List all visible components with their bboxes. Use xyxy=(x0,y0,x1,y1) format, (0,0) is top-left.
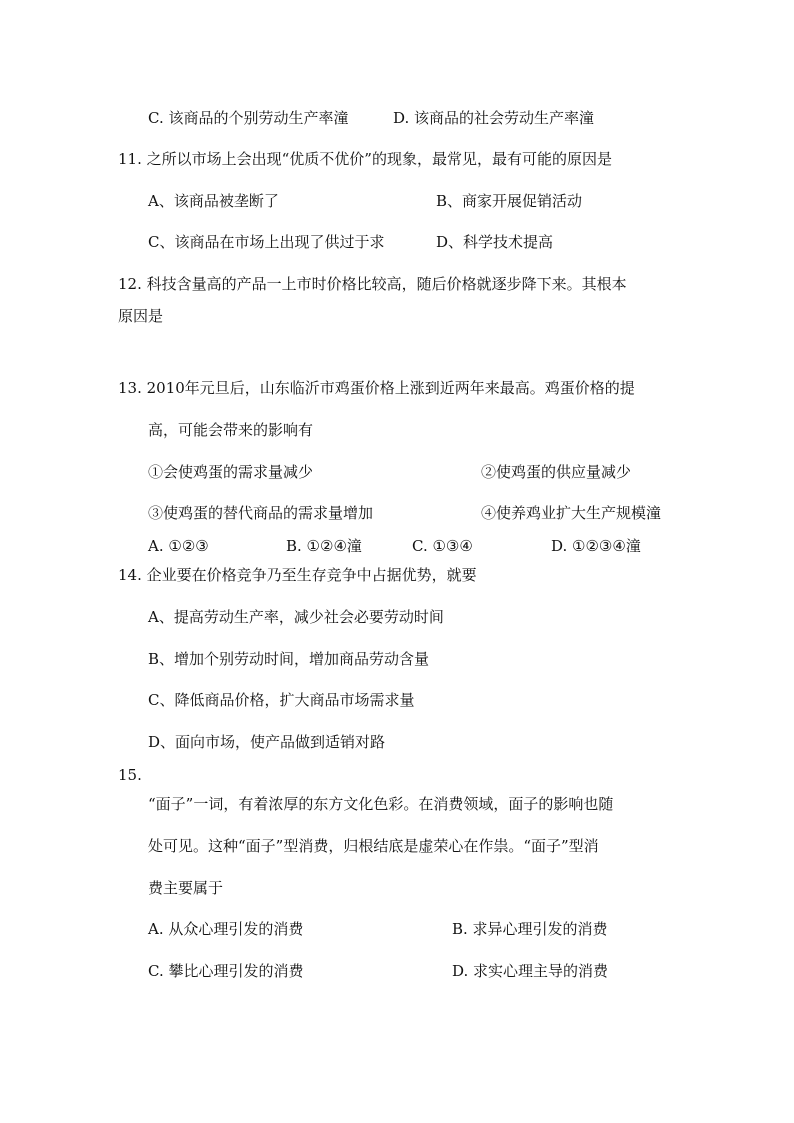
q14-option-b: B、增加个别劳动时间，增加商品劳动含量 xyxy=(148,650,430,668)
q13-stem-line2: 高，可能会带来的影响有 xyxy=(148,421,314,439)
q15-stem-line3: 费主要属于 xyxy=(148,879,224,897)
q11-option-d: D、科学技术提高 xyxy=(436,233,554,251)
q13-item-4: ④使养鸡业扩大生产规模潼 xyxy=(481,504,662,522)
q11-option-a: A、该商品被垄断了 xyxy=(148,192,279,210)
q15-stem-line2: 处可见。这种“面子”型消费，归根结底是虚荣心在作祟。“面子”型消 xyxy=(148,837,599,855)
q13-item-3: ③使鸡蛋的替代商品的需求量增加 xyxy=(148,504,374,522)
q13-item-2: ②使鸡蛋的供应量减少 xyxy=(481,463,632,481)
q11-option-c: C、该商品在市场上出现了供过于求 xyxy=(148,233,385,251)
q15-option-c: C. 攀比心理引发的消费 xyxy=(148,962,304,980)
q11-option-b: B、商家开展促销活动 xyxy=(436,192,583,210)
q14-option-c: C、降低商品价格，扩大商品市场需求量 xyxy=(148,691,415,709)
q14-option-d: D、面向市场，使产品做到适销对路 xyxy=(148,733,386,751)
q13-option-a: A. ①②③ xyxy=(148,537,209,555)
q11-stem: 11. 之所以市场上会出现“优质不优价”的现象，最常见，最有可能的原因是 xyxy=(118,150,612,168)
q10-option-d: D. 该商品的社会劳动生产率潼 xyxy=(393,109,595,127)
q14-stem: 14. 企业要在价格竞争乃至生存竞争中占据优势，就要 xyxy=(118,566,477,584)
q13-stem-line1: 13. 2010年元旦后，山东临沂市鸡蛋价格上涨到近两年来最高。鸡蛋价格的提 xyxy=(118,379,635,397)
q15-option-d: D. 求实心理主导的消费 xyxy=(452,962,609,980)
q15-number: 15. xyxy=(118,766,142,784)
q10-option-c: C. 该商品的个别劳动生产率潼 xyxy=(148,109,349,127)
q15-option-b: B. 求异心理引发的消费 xyxy=(452,920,608,938)
q13-option-c: C. ①③④ xyxy=(412,537,473,555)
q15-stem-line1: “面子”一词，有着浓厚的东方文化色彩。在消费领域，面子的影响也随 xyxy=(148,795,614,813)
q13-item-1: ①会使鸡蛋的需求量减少 xyxy=(148,463,314,481)
q13-option-b: B. ①②④潼 xyxy=(286,537,362,555)
q15-option-a: A. 从众心理引发的消费 xyxy=(148,920,304,938)
q12-stem-line2: 原因是 xyxy=(118,307,164,325)
q14-option-a: A、提高劳动生产率，减少社会必要劳动时间 xyxy=(148,608,444,626)
q12-stem-line1: 12. 科技含量高的产品一上市时价格比较高，随后价格就逐步降下来。其根本 xyxy=(118,275,627,293)
q13-option-d: D. ①②③④潼 xyxy=(551,537,641,555)
